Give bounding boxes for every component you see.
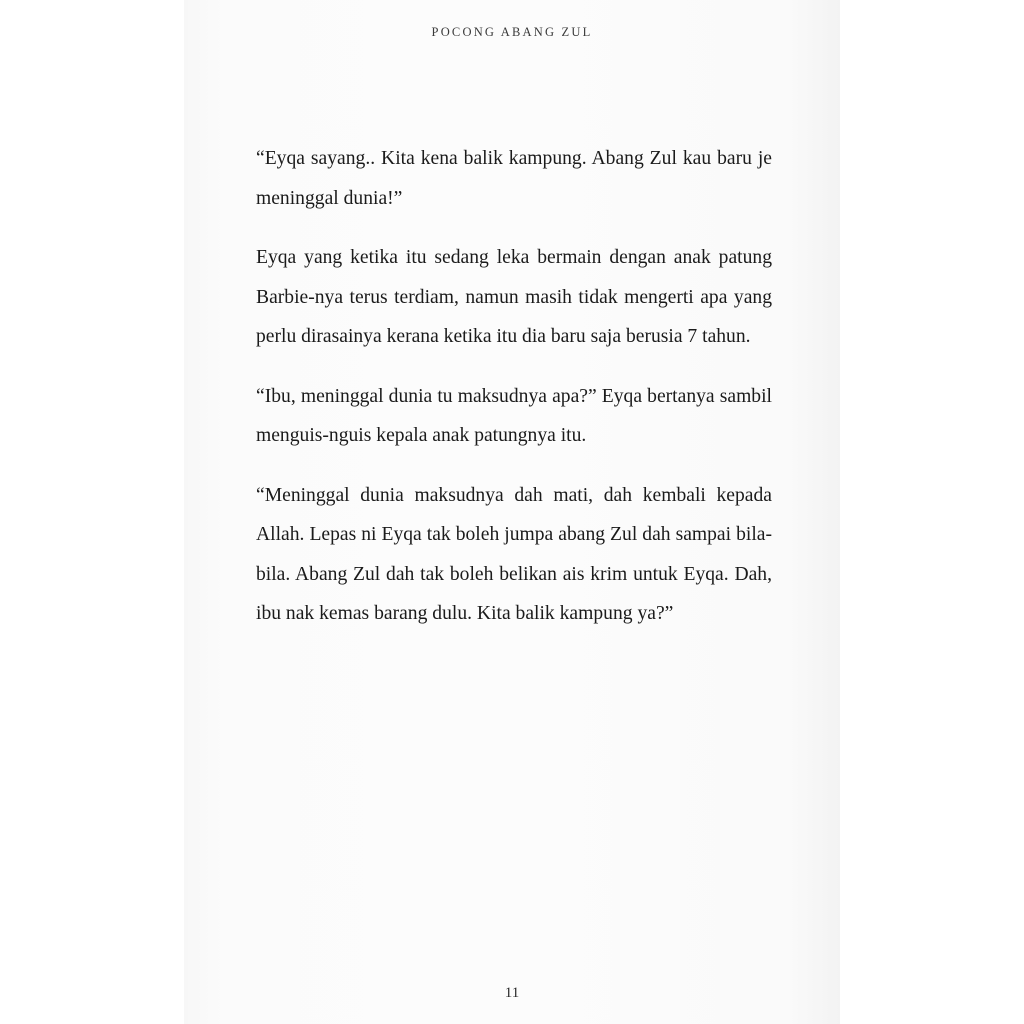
paragraph: “Meninggal dunia maksudnya dah mati, dah kembali kepada Allah. Lepas ni Eyqa tak boleh jumpa abang Zul dah sampai bila-bila. Abang Zul dah tak boleh belikan ais krim untuk Eyqa. Dah, ibu nak kemas barang dulu. Kita balik kampung ya?” xyxy=(256,484,772,624)
paragraph: “Eyqa sayang.. Kita kena balik kampung. Abang Zul kau baru je meninggal dunia!” xyxy=(256,148,772,209)
page-number: 11 xyxy=(504,985,520,1001)
paragraph: “Ibu, meninggal dunia tu maksudnya apa?” Eyqa bertanya sambil menguis-nguis kepala anak patungnya itu. xyxy=(256,385,772,446)
body-text xyxy=(256,139,772,652)
paragraph: Eyqa yang ketika itu sedang leka bermain dengan anak patung Barbie-nya terus terdiam, namun masih tidak mengerti apa yang perlu dirasainya kerana ketika itu dia baru saja berusia 7 tahun. xyxy=(256,247,772,347)
running-head: POCONG ABANG ZUL xyxy=(431,25,593,39)
